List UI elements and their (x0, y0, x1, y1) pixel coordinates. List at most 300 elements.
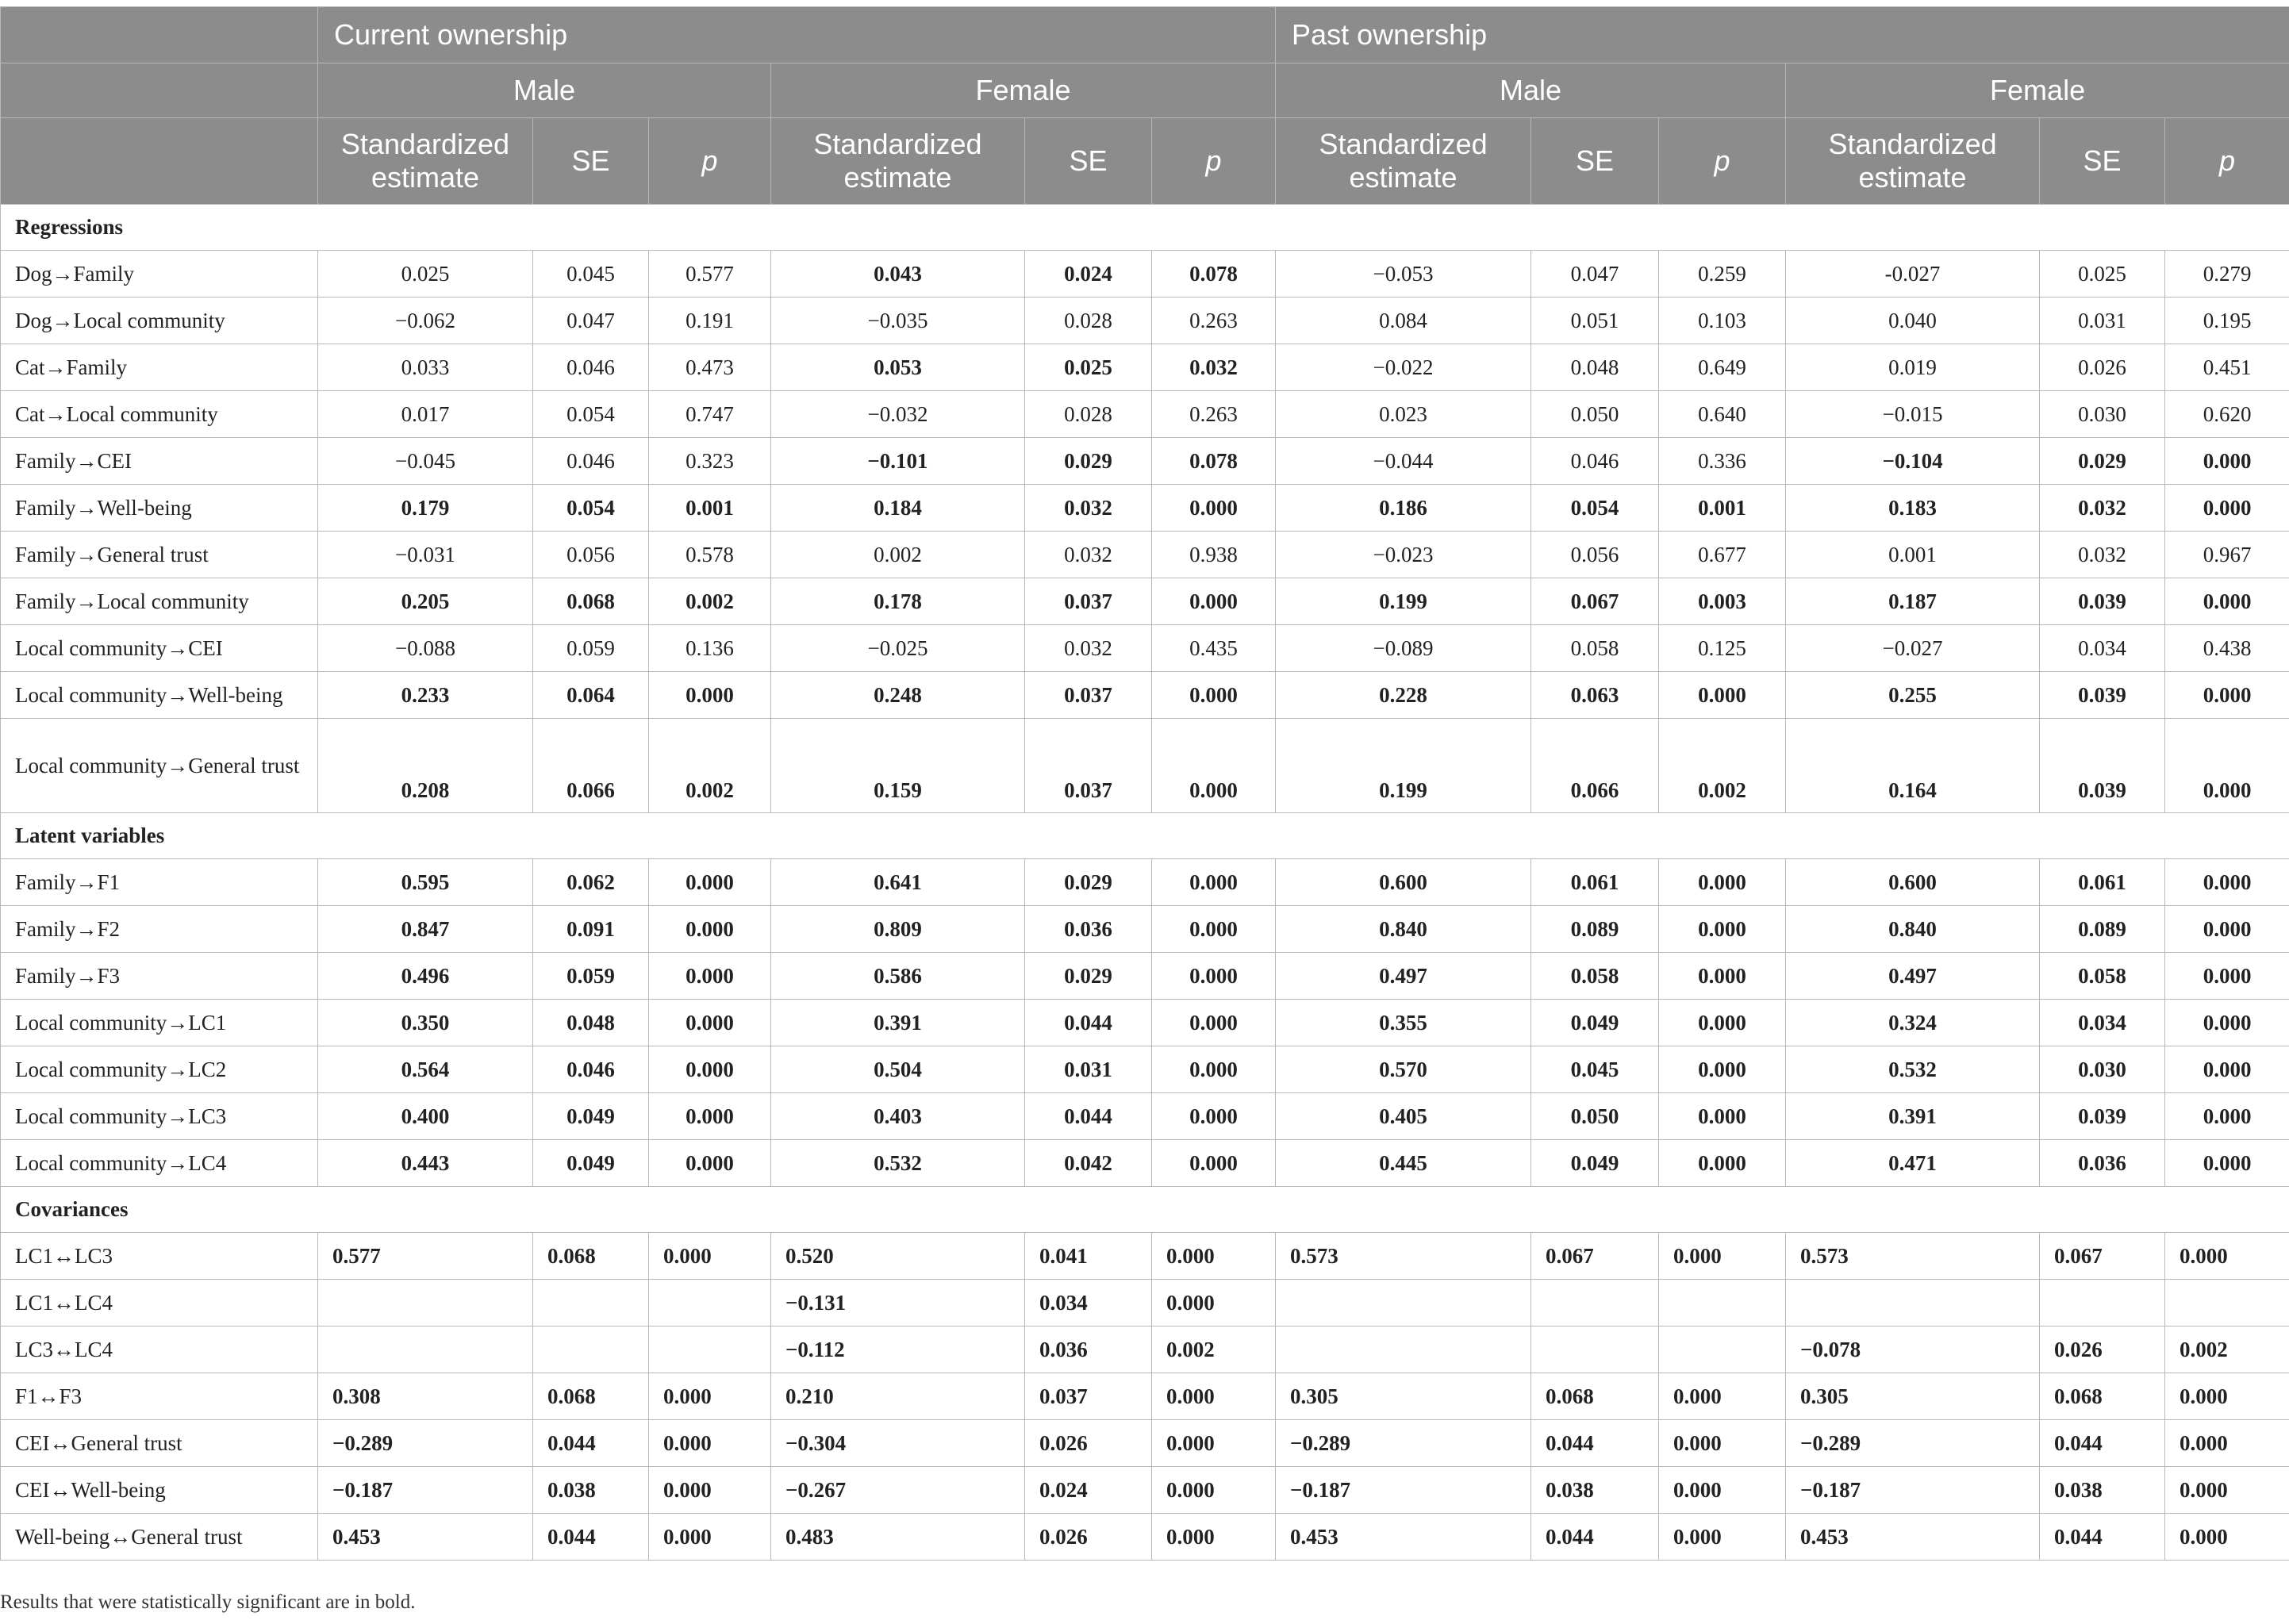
table-cell: 0.068 (2040, 1373, 2165, 1420)
table-header (1, 7, 2289, 205)
table-cell: 0.068 (533, 578, 649, 625)
table-cell (2165, 1280, 2289, 1326)
table-cell: 0.577 (649, 251, 771, 298)
table-cell: 0.000 (2165, 1233, 2289, 1280)
table-row (1, 859, 2289, 906)
table-cell: 0.164 (1786, 719, 2040, 813)
table-row (1, 532, 2289, 578)
table-cell: 0.570 (1276, 1046, 1531, 1093)
table-row (1, 672, 2289, 719)
table-cell: 0.000 (1152, 578, 1276, 625)
table-cell: 0.058 (2040, 953, 2165, 1000)
section-row (1, 813, 2289, 859)
table-cell: 0.000 (1152, 1093, 1276, 1140)
table-cell: 0.056 (1531, 532, 1659, 578)
table-cell: 0.183 (1786, 485, 2040, 532)
table-cell: 0.677 (1659, 532, 1786, 578)
table-cell: 0.032 (2040, 485, 2165, 532)
table-cell: 0.400 (318, 1093, 533, 1140)
sex-header-past-female: Female (1786, 63, 2289, 118)
table-cell: 0.024 (1025, 251, 1152, 298)
table-cell: 0.263 (1152, 298, 1276, 344)
row-label: LC1↔LC4 (1, 1280, 318, 1326)
section-title: Latent variables (1, 813, 2289, 859)
section-title: Regressions (1, 205, 2289, 251)
table-cell: 0.049 (1531, 1140, 1659, 1187)
table-cell: 0.504 (771, 1046, 1025, 1093)
table-cell: 0.840 (1276, 906, 1531, 953)
table-cell: 0.405 (1276, 1093, 1531, 1140)
se-header-current-female: SE (1025, 118, 1152, 205)
table-cell: 0.044 (533, 1514, 649, 1561)
table-cell: 0.000 (1152, 1233, 1276, 1280)
table-cell: 0.059 (533, 625, 649, 672)
table-cell: 0.061 (1531, 859, 1659, 906)
table-cell: 0.000 (2165, 906, 2289, 953)
table-row (1, 953, 2289, 1000)
table-cell: 0.048 (533, 1000, 649, 1046)
table-cell: 0.483 (771, 1514, 1025, 1561)
table-cell: −0.104 (1786, 438, 2040, 485)
table-cell: −0.032 (771, 391, 1025, 438)
row-label: Family→F3 (1, 953, 318, 1000)
sex-header-current-male: Male (318, 63, 771, 118)
table-cell (318, 1280, 533, 1326)
table-cell: 0.019 (1786, 344, 2040, 391)
table-cell: −0.027 (1786, 625, 2040, 672)
table-cell: −0.031 (318, 532, 533, 578)
table-cell: 0.191 (649, 298, 771, 344)
table-cell: 0.255 (1786, 672, 2040, 719)
table-cell: 0.037 (1025, 1373, 1152, 1420)
table-cell: 0.078 (1152, 251, 1276, 298)
table-cell: 0.000 (1659, 953, 1786, 1000)
table-cell: 0.047 (533, 298, 649, 344)
estimate-header-past-male: Standardized estimate (1276, 118, 1531, 205)
table-cell: 0.039 (2040, 672, 2165, 719)
table-cell: 0.305 (1276, 1373, 1531, 1420)
group-header-past: Past ownership (1276, 7, 2289, 63)
table-cell (533, 1326, 649, 1373)
table-cell: 0.620 (2165, 391, 2289, 438)
table-cell: −0.187 (1276, 1467, 1531, 1514)
table-cell: 0.051 (1531, 298, 1659, 344)
table-cell: 0.046 (533, 438, 649, 485)
table-cell: 0.030 (2040, 391, 2165, 438)
table-cell: −0.023 (1276, 532, 1531, 578)
table-cell: -0.027 (1786, 251, 2040, 298)
table-cell: 0.050 (1531, 391, 1659, 438)
table-cell: −0.022 (1276, 344, 1531, 391)
row-label: Family→Well-being (1, 485, 318, 532)
table-cell: 0.000 (649, 672, 771, 719)
table-cell: 0.089 (2040, 906, 2165, 953)
table-cell: 0.044 (1025, 1093, 1152, 1140)
table-cell: 0.066 (533, 719, 649, 813)
table-cell: 0.573 (1786, 1233, 2040, 1280)
table-cell: 0.000 (2165, 1514, 2289, 1561)
table-cell: 0.044 (2040, 1514, 2165, 1561)
table-row (1, 251, 2289, 298)
table-row (1, 578, 2289, 625)
table-cell: 0.747 (649, 391, 771, 438)
table-cell: 0.586 (771, 953, 1025, 1000)
table-cell: 0.068 (533, 1373, 649, 1420)
table-cell: 0.938 (1152, 532, 1276, 578)
table-cell: 0.103 (1659, 298, 1786, 344)
table-row (1, 1467, 2289, 1514)
table-cell: 0.000 (2165, 438, 2289, 485)
section-row (1, 205, 2289, 251)
table-row (1, 719, 2289, 813)
table-cell: 0.471 (1786, 1140, 2040, 1187)
table-cell: −0.289 (1786, 1420, 2040, 1467)
table-cell: 0.036 (1025, 1326, 1152, 1373)
table-cell: 0.000 (1152, 953, 1276, 1000)
table-cell (1659, 1326, 1786, 1373)
table-cell: 0.029 (1025, 859, 1152, 906)
row-label: Local community→LC2 (1, 1046, 318, 1093)
table-cell: 0.186 (1276, 485, 1531, 532)
table-cell: 0.205 (318, 578, 533, 625)
table-cell: 0.047 (1531, 251, 1659, 298)
table-cell: 0.000 (1152, 719, 1276, 813)
table-cell: 0.000 (1659, 1093, 1786, 1140)
table-cell: 0.125 (1659, 625, 1786, 672)
table-cell: 0.026 (1025, 1514, 1152, 1561)
table-cell: 0.091 (533, 906, 649, 953)
table-cell: 0.002 (649, 578, 771, 625)
table-cell: 0.520 (771, 1233, 1025, 1280)
table-cell: 0.473 (649, 344, 771, 391)
row-label: Well-being↔General trust (1, 1514, 318, 1561)
table-cell (1276, 1280, 1531, 1326)
table-cell: 0.044 (2040, 1420, 2165, 1467)
row-label: CEI↔General trust (1, 1420, 318, 1467)
estimate-header-past-female: Standardized estimate (1786, 118, 2040, 205)
table-cell: 0.038 (2040, 1467, 2165, 1514)
table-cell: 0.967 (2165, 532, 2289, 578)
table-cell: 0.496 (318, 953, 533, 1000)
table-cell (649, 1280, 771, 1326)
table-cell: 0.023 (1276, 391, 1531, 438)
row-label: LC1↔LC3 (1, 1233, 318, 1280)
table-cell (649, 1326, 771, 1373)
table-cell: 0.000 (649, 1093, 771, 1140)
table-cell: −0.078 (1786, 1326, 2040, 1373)
table-cell: 0.029 (1025, 438, 1152, 485)
table-cell: 0.062 (533, 859, 649, 906)
table-cell: 0.037 (1025, 672, 1152, 719)
results-table (0, 6, 2289, 1561)
table-row (1, 1046, 2289, 1093)
table-cell: 0.044 (1531, 1514, 1659, 1561)
table-cell: 0.030 (2040, 1046, 2165, 1093)
table-cell: 0.054 (1531, 485, 1659, 532)
table-cell: 0.578 (649, 532, 771, 578)
table-row (1, 438, 2289, 485)
table-row (1, 1420, 2289, 1467)
table-cell: 0.033 (318, 344, 533, 391)
table-cell: 0.564 (318, 1046, 533, 1093)
table-cell: 0.000 (2165, 1093, 2289, 1140)
row-label: Family→Local community (1, 578, 318, 625)
table-cell: 0.248 (771, 672, 1025, 719)
table-cell: 0.187 (1786, 578, 2040, 625)
table-footnote: Results that were statistically significant are in bold. (0, 1591, 416, 1613)
table-cell: 0.000 (1152, 1280, 1276, 1326)
table-cell: 0.000 (2165, 1420, 2289, 1467)
table-cell: −0.053 (1276, 251, 1531, 298)
table-cell: 0.199 (1276, 719, 1531, 813)
table-cell: −0.131 (771, 1280, 1025, 1326)
p-header-current-female: p (1152, 118, 1276, 205)
table-cell: 0.497 (1276, 953, 1531, 1000)
table-cell: 0.000 (649, 906, 771, 953)
table-cell: 0.451 (2165, 344, 2289, 391)
estimate-header-current-female: Standardized estimate (771, 118, 1025, 205)
table-cell: 0.000 (1659, 1467, 1786, 1514)
table-cell: 0.453 (1276, 1514, 1531, 1561)
table-cell: 0.000 (1659, 672, 1786, 719)
table-cell: 0.058 (1531, 953, 1659, 1000)
table-cell: 0.000 (1152, 906, 1276, 953)
table-cell: 0.056 (533, 532, 649, 578)
table-cell: 0.000 (1152, 1046, 1276, 1093)
table-cell: 0.350 (318, 1000, 533, 1046)
table-cell: −0.089 (1276, 625, 1531, 672)
header-corner (1, 63, 318, 118)
table-body (1, 205, 2289, 1561)
row-label: Local community→CEI (1, 625, 318, 672)
table-cell: 0.263 (1152, 391, 1276, 438)
table-cell: 0.000 (2165, 1373, 2289, 1420)
table-cell: 0.000 (649, 1233, 771, 1280)
table-row (1, 298, 2289, 344)
table-cell: 0.438 (2165, 625, 2289, 672)
table-cell: 0.000 (649, 1467, 771, 1514)
table-cell: 0.443 (318, 1140, 533, 1187)
table-cell: 0.000 (1152, 1140, 1276, 1187)
table-cell: 0.391 (771, 1000, 1025, 1046)
table-cell: 0.002 (1659, 719, 1786, 813)
p-header-past-male: p (1659, 118, 1786, 205)
header-corner (1, 118, 318, 205)
row-label: F1↔F3 (1, 1373, 318, 1420)
table-cell: 0.000 (1659, 859, 1786, 906)
row-label: Local community→LC1 (1, 1000, 318, 1046)
table-cell: 0.184 (771, 485, 1025, 532)
table-cell: 0.061 (2040, 859, 2165, 906)
table-cell: 0.600 (1276, 859, 1531, 906)
table-row (1, 391, 2289, 438)
table-cell: 0.038 (533, 1467, 649, 1514)
table-cell: 0.037 (1025, 719, 1152, 813)
table-cell: 0.029 (1025, 953, 1152, 1000)
table-cell: 0.195 (2165, 298, 2289, 344)
table-cell: 0.355 (1276, 1000, 1531, 1046)
table-cell: 0.000 (2165, 859, 2289, 906)
table-cell: 0.048 (1531, 344, 1659, 391)
table-cell: 0.847 (318, 906, 533, 953)
table-cell: 0.017 (318, 391, 533, 438)
table-cell: 0.000 (649, 1140, 771, 1187)
table-cell: 0.032 (1025, 485, 1152, 532)
table-cell: 0.001 (649, 485, 771, 532)
table-cell: 0.233 (318, 672, 533, 719)
table-cell: 0.031 (1025, 1046, 1152, 1093)
table-cell: 0.000 (1659, 1373, 1786, 1420)
table-cell: 0.000 (1659, 1233, 1786, 1280)
table-cell (1531, 1280, 1659, 1326)
table-cell: 0.025 (2040, 251, 2165, 298)
table-cell: −0.112 (771, 1326, 1025, 1373)
table-cell: 0.000 (649, 953, 771, 1000)
table-cell: 0.391 (1786, 1093, 2040, 1140)
table-cell: 0.032 (2040, 532, 2165, 578)
table-cell: 0.042 (1025, 1140, 1152, 1187)
table-cell: 0.453 (1786, 1514, 2040, 1561)
table-cell: 0.001 (1659, 485, 1786, 532)
table-row (1, 1093, 2289, 1140)
table-cell: 0.089 (1531, 906, 1659, 953)
table-cell: 0.000 (1152, 1373, 1276, 1420)
table-cell: −0.045 (318, 438, 533, 485)
table-cell: 0.000 (1152, 1420, 1276, 1467)
table-row (1, 485, 2289, 532)
table-cell: 0.000 (2165, 672, 2289, 719)
table-cell: 0.049 (533, 1093, 649, 1140)
table-cell: −0.289 (1276, 1420, 1531, 1467)
sex-header-past-male: Male (1276, 63, 1786, 118)
table-cell: 0.000 (649, 1046, 771, 1093)
table-cell: 0.228 (1276, 672, 1531, 719)
table-cell: 0.067 (1531, 1233, 1659, 1280)
table-cell: 0.084 (1276, 298, 1531, 344)
table-cell: 0.573 (1276, 1233, 1531, 1280)
table-cell: 0.045 (533, 251, 649, 298)
table-cell: 0.039 (2040, 719, 2165, 813)
table-cell: 0.000 (1659, 1140, 1786, 1187)
table-cell: 0.026 (2040, 344, 2165, 391)
table-cell: −0.187 (318, 1467, 533, 1514)
table-cell: −0.025 (771, 625, 1025, 672)
table-cell: 0.025 (1025, 344, 1152, 391)
table-cell (318, 1326, 533, 1373)
table-cell: 0.136 (649, 625, 771, 672)
table-cell (2040, 1280, 2165, 1326)
table-row (1, 1280, 2289, 1326)
table-cell (1531, 1326, 1659, 1373)
table-cell: 0.044 (533, 1420, 649, 1467)
table-cell (533, 1280, 649, 1326)
table-cell: 0.068 (533, 1233, 649, 1280)
table-cell: 0.054 (533, 485, 649, 532)
table-cell: 0.000 (1659, 1514, 1786, 1561)
table-cell: 0.000 (1659, 906, 1786, 953)
table-cell: 0.000 (649, 1000, 771, 1046)
row-label: LC3↔LC4 (1, 1326, 318, 1373)
table-cell: 0.000 (2165, 1046, 2289, 1093)
table-cell: 0.049 (533, 1140, 649, 1187)
table-cell: 0.044 (1025, 1000, 1152, 1046)
table-cell (1276, 1326, 1531, 1373)
table-cell: 0.028 (1025, 298, 1152, 344)
table-cell: 0.037 (1025, 578, 1152, 625)
table-cell: 0.000 (649, 1420, 771, 1467)
table-cell: 0.000 (2165, 719, 2289, 813)
se-header-past-female: SE (2040, 118, 2165, 205)
table-cell: 0.532 (771, 1140, 1025, 1187)
table-cell: −0.035 (771, 298, 1025, 344)
row-label: CEI↔Well-being (1, 1467, 318, 1514)
table-cell: 0.595 (318, 859, 533, 906)
table-cell: −0.044 (1276, 438, 1531, 485)
table-cell: 0.032 (1025, 625, 1152, 672)
table-cell: 0.210 (771, 1373, 1025, 1420)
table-cell: 0.064 (533, 672, 649, 719)
table-cell: 0.159 (771, 719, 1025, 813)
table-cell: 0.000 (649, 1373, 771, 1420)
table-cell: 0.279 (2165, 251, 2289, 298)
row-label: Family→General trust (1, 532, 318, 578)
table-cell: 0.259 (1659, 251, 1786, 298)
table-cell: 0.036 (2040, 1140, 2165, 1187)
table-cell: 0.050 (1531, 1093, 1659, 1140)
table-cell: 0.043 (771, 251, 1025, 298)
section-row (1, 1187, 2289, 1233)
table-cell: 0.039 (2040, 1093, 2165, 1140)
table-cell: 0.036 (1025, 906, 1152, 953)
table-cell: 0.000 (1659, 1000, 1786, 1046)
table-cell: 0.000 (1659, 1420, 1786, 1467)
table-row (1, 1514, 2289, 1561)
table-cell: 0.497 (1786, 953, 2040, 1000)
table-cell: 0.000 (649, 1514, 771, 1561)
row-label: Family→CEI (1, 438, 318, 485)
table-cell: 0.058 (1531, 625, 1659, 672)
estimate-header-current-male: Standardized estimate (318, 118, 533, 205)
row-label: Family→F1 (1, 859, 318, 906)
row-label: Local community→Well-being (1, 672, 318, 719)
p-header-current-male: p (649, 118, 771, 205)
table-cell: 0.032 (1152, 344, 1276, 391)
table-cell: 0.026 (1025, 1420, 1152, 1467)
table-cell: 0.000 (1152, 672, 1276, 719)
table-cell: 0.054 (533, 391, 649, 438)
table-cell (1659, 1280, 1786, 1326)
table-cell: 0.649 (1659, 344, 1786, 391)
table-cell: 0.809 (771, 906, 1025, 953)
table-cell: 0.001 (1786, 532, 2040, 578)
table-cell: 0.308 (318, 1373, 533, 1420)
table-cell: 0.002 (649, 719, 771, 813)
table-cell: 0.000 (1152, 1467, 1276, 1514)
table-cell: 0.029 (2040, 438, 2165, 485)
table-cell: −0.304 (771, 1420, 1025, 1467)
row-label: Dog→Family (1, 251, 318, 298)
table-cell: 0.000 (2165, 1467, 2289, 1514)
table-cell: 0.000 (649, 859, 771, 906)
table-cell: 0.038 (1531, 1467, 1659, 1514)
table-cell: 0.336 (1659, 438, 1786, 485)
table-cell: 0.000 (2165, 953, 2289, 1000)
table-cell: 0.445 (1276, 1140, 1531, 1187)
table-row (1, 1000, 2289, 1046)
header-corner (1, 7, 318, 63)
table-row (1, 344, 2289, 391)
table-cell: 0.577 (318, 1233, 533, 1280)
